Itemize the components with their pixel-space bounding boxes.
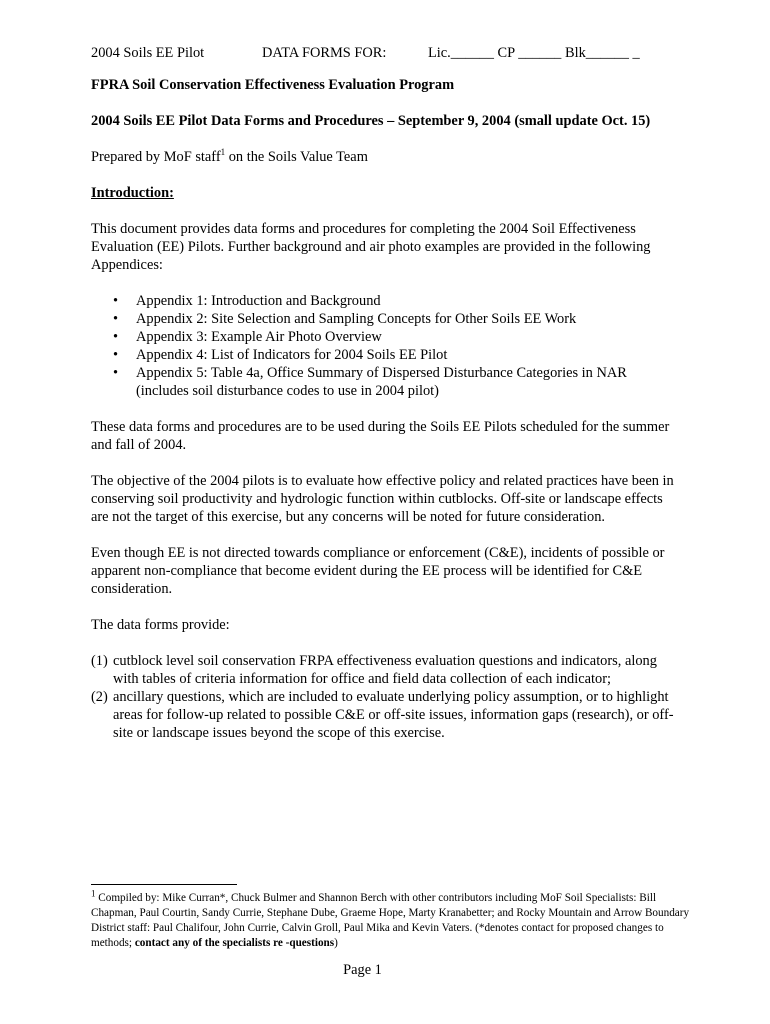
paragraph-forms-provide: The data forms provide: <box>91 617 230 633</box>
list-item <box>91 688 683 742</box>
bullet-icon: • <box>113 365 119 381</box>
document-title: FPRA Soil Conservation Effectiveness Evaluation Program <box>91 77 455 93</box>
header-left: 2004 Soils EE Pilot <box>91 45 205 61</box>
appendix-text: Appendix 3: Example Air Photo Overview <box>136 329 382 345</box>
prepared-by <box>91 148 683 166</box>
bullet-icon: • <box>113 347 119 363</box>
page-number: Page 1 <box>343 962 382 978</box>
item-number: (1) <box>91 653 108 669</box>
prepared-text-after: on the Soils Value Team <box>225 149 368 165</box>
appendix-text: Appendix 5: Table 4a, Office Summary of Dispersed Disturbance Categories in NAR <box>136 365 627 381</box>
footnote-mark: 1 <box>91 888 96 899</box>
list-item <box>91 328 683 346</box>
item-number: (2) <box>91 689 108 705</box>
paragraph-compliance: Even though EE is not directed towards compliance or enforcement (C&E), incidents of possible or apparent non-compliance that become evident during the EE process will be identified for C&E consideration. <box>91 545 665 597</box>
footnote-closing: ) <box>334 937 338 949</box>
item-text: ancillary questions, which are included to evaluate underlying policy assumption, or to highlight areas for follow-up related to possible C&E or off-site issues, information gaps (research), or off-site or landscape issues beyond the scope of this exercise. <box>113 689 674 741</box>
bullet-icon: • <box>113 329 119 345</box>
bullet-icon: • <box>113 311 119 327</box>
paragraph-objective: The objective of the 2004 pilots is to evaluate how effective policy and related practices have been in conserving soil productivity and hydrologic function within cutblocks. Off-site or landscape effects are not the target of this exercise, but any concerns will be noted for future consideration. <box>91 473 674 525</box>
document-subtitle: 2004 Soils EE Pilot Data Forms and Procedures – September 9, 2004 (small update Oct. 15) <box>91 113 651 129</box>
list-item <box>91 310 683 328</box>
list-item <box>91 346 683 364</box>
footnote-bold-text: contact any of the specialists re -questions <box>134 937 335 949</box>
appendix-text: Appendix 1: Introduction and Background <box>136 293 381 309</box>
appendix5-continuation: (includes soil disturbance codes to use in 2004 pilot) <box>136 383 439 399</box>
appendix-text: Appendix 2: Site Selection and Sampling Concepts for Other Soils EE Work <box>136 311 577 327</box>
intro-paragraph: This document provides data forms and procedures for completing the 2004 Soil Effectiveness Evaluation (EE) Pilots. Further background and air photo examples are provided in the following Appendices: <box>91 221 651 273</box>
numbered-list <box>91 652 683 742</box>
list-item <box>91 652 683 688</box>
header-right: Lic.______ CP ______ Blk______ _ <box>428 45 640 61</box>
appendix-text: Appendix 4: List of Indicators for 2004 Soils EE Pilot <box>136 347 448 363</box>
footnote-text: Compiled by: Mike Curran*, Chuck Bulmer and Shannon Berch with other contributors including MoF Soil Specialists: Bill Chapman, Paul Courtin, Sandy Currie, Stephane Dube, Graeme Hope, Marty Kranabetter; and Rocky Mountain and Arrow Boundary District staff: Paul Chalifour, John Currie, Calvin Groll, Paul Mika and Kevin Vaters. (*denotes contact for proposed changes to methods; <box>91 892 690 949</box>
introduction-heading: Introduction: <box>91 185 174 201</box>
header-middle: DATA FORMS FOR: <box>262 45 387 61</box>
footnote-ref: 1 <box>220 147 226 158</box>
item-text: cutblock level soil conservation FRPA effectiveness evaluation questions and indicators, along with tables of criteria information for office and field data collection of each indicator; <box>113 653 657 687</box>
paragraph-usage: These data forms and procedures are to be used during the Soils EE Pilots scheduled for the summer and fall of 2004. <box>91 419 670 453</box>
appendix-list <box>91 292 683 400</box>
prepared-text: Prepared by MoF staff <box>91 149 221 165</box>
footnote <box>91 888 691 951</box>
document-page <box>91 44 683 742</box>
bullet-icon: • <box>113 293 119 309</box>
footnote-divider <box>91 884 237 885</box>
list-item <box>91 364 683 382</box>
list-item <box>91 292 683 310</box>
page-header <box>91 44 683 64</box>
